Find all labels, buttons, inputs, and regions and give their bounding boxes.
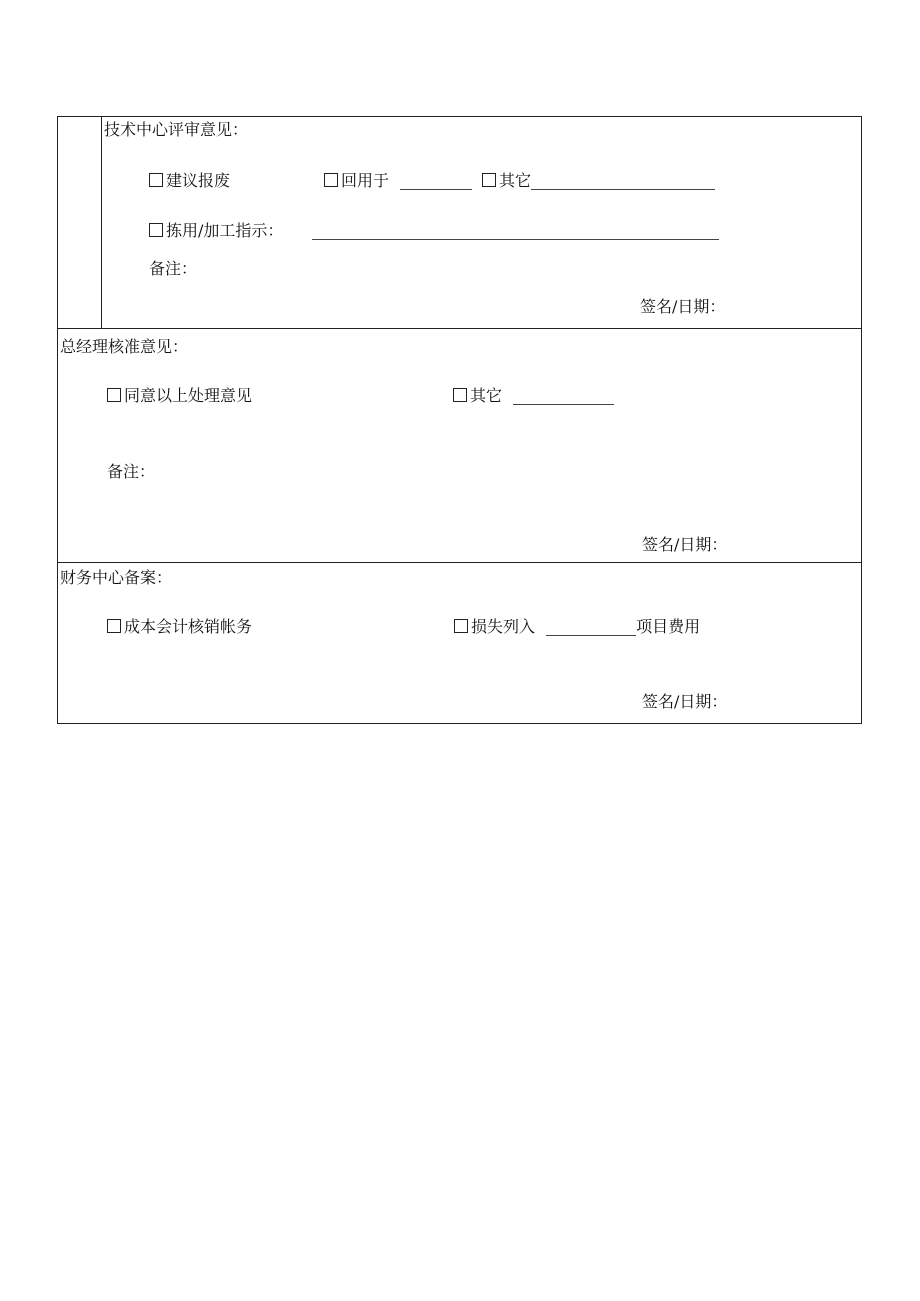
writeoff-option[interactable] [107, 617, 252, 637]
gm-other-option[interactable] [453, 386, 614, 406]
gm-other-label: 其它 [470, 386, 503, 405]
sort-process-option[interactable] [149, 221, 283, 241]
scrap-option[interactable] [149, 171, 230, 191]
gm-approval-heading: 总经理核准意见： [60, 337, 189, 356]
reuse-option[interactable] [324, 171, 472, 191]
checkbox-icon[interactable] [482, 173, 496, 187]
agree-option[interactable] [107, 386, 252, 406]
agree-option-label: 同意以上处理意见 [124, 386, 253, 405]
scrap-option-label: 建议报废 [166, 171, 231, 190]
tech-review-section [58, 117, 861, 328]
disposal-form [57, 116, 862, 724]
gm-other-field[interactable] [513, 388, 614, 405]
loss-option-prefix: 损失列入 [471, 617, 536, 636]
sort-process-field[interactable] [312, 223, 719, 240]
tech-other-label: 其它 [499, 171, 532, 190]
checkbox-icon[interactable] [149, 173, 163, 187]
tech-signature-label: 签名/日期： [640, 297, 726, 316]
tech-review-heading: 技术中心评审意见： [104, 120, 249, 139]
gm-approval-section [58, 328, 861, 562]
checkbox-icon[interactable] [454, 619, 468, 633]
checkbox-icon[interactable] [324, 173, 338, 187]
left-blank-cell [58, 117, 102, 328]
gm-remarks-label: 备注： [107, 462, 156, 481]
finance-filing-heading: 财务中心备案： [60, 568, 173, 587]
checkbox-icon[interactable] [149, 223, 163, 237]
writeoff-option-label: 成本会计核销帐务 [124, 617, 253, 636]
loss-option[interactable] [454, 617, 700, 637]
checkbox-icon[interactable] [107, 619, 121, 633]
finance-filing-section [58, 562, 861, 725]
finance-signature-label: 签名/日期： [642, 692, 728, 711]
checkbox-icon[interactable] [107, 388, 121, 402]
reuse-option-label: 回用于 [341, 171, 390, 190]
sort-process-label: 拣用/加工指示： [166, 221, 284, 240]
tech-other-option[interactable] [482, 171, 715, 191]
tech-remarks-label: 备注： [149, 259, 198, 278]
loss-option-suffix: 项目费用 [636, 617, 701, 636]
gm-signature-label: 签名/日期： [642, 535, 728, 554]
reuse-target-field[interactable] [400, 173, 472, 190]
checkbox-icon[interactable] [453, 388, 467, 402]
loss-item-field[interactable] [546, 619, 636, 636]
tech-other-field[interactable] [531, 173, 715, 190]
